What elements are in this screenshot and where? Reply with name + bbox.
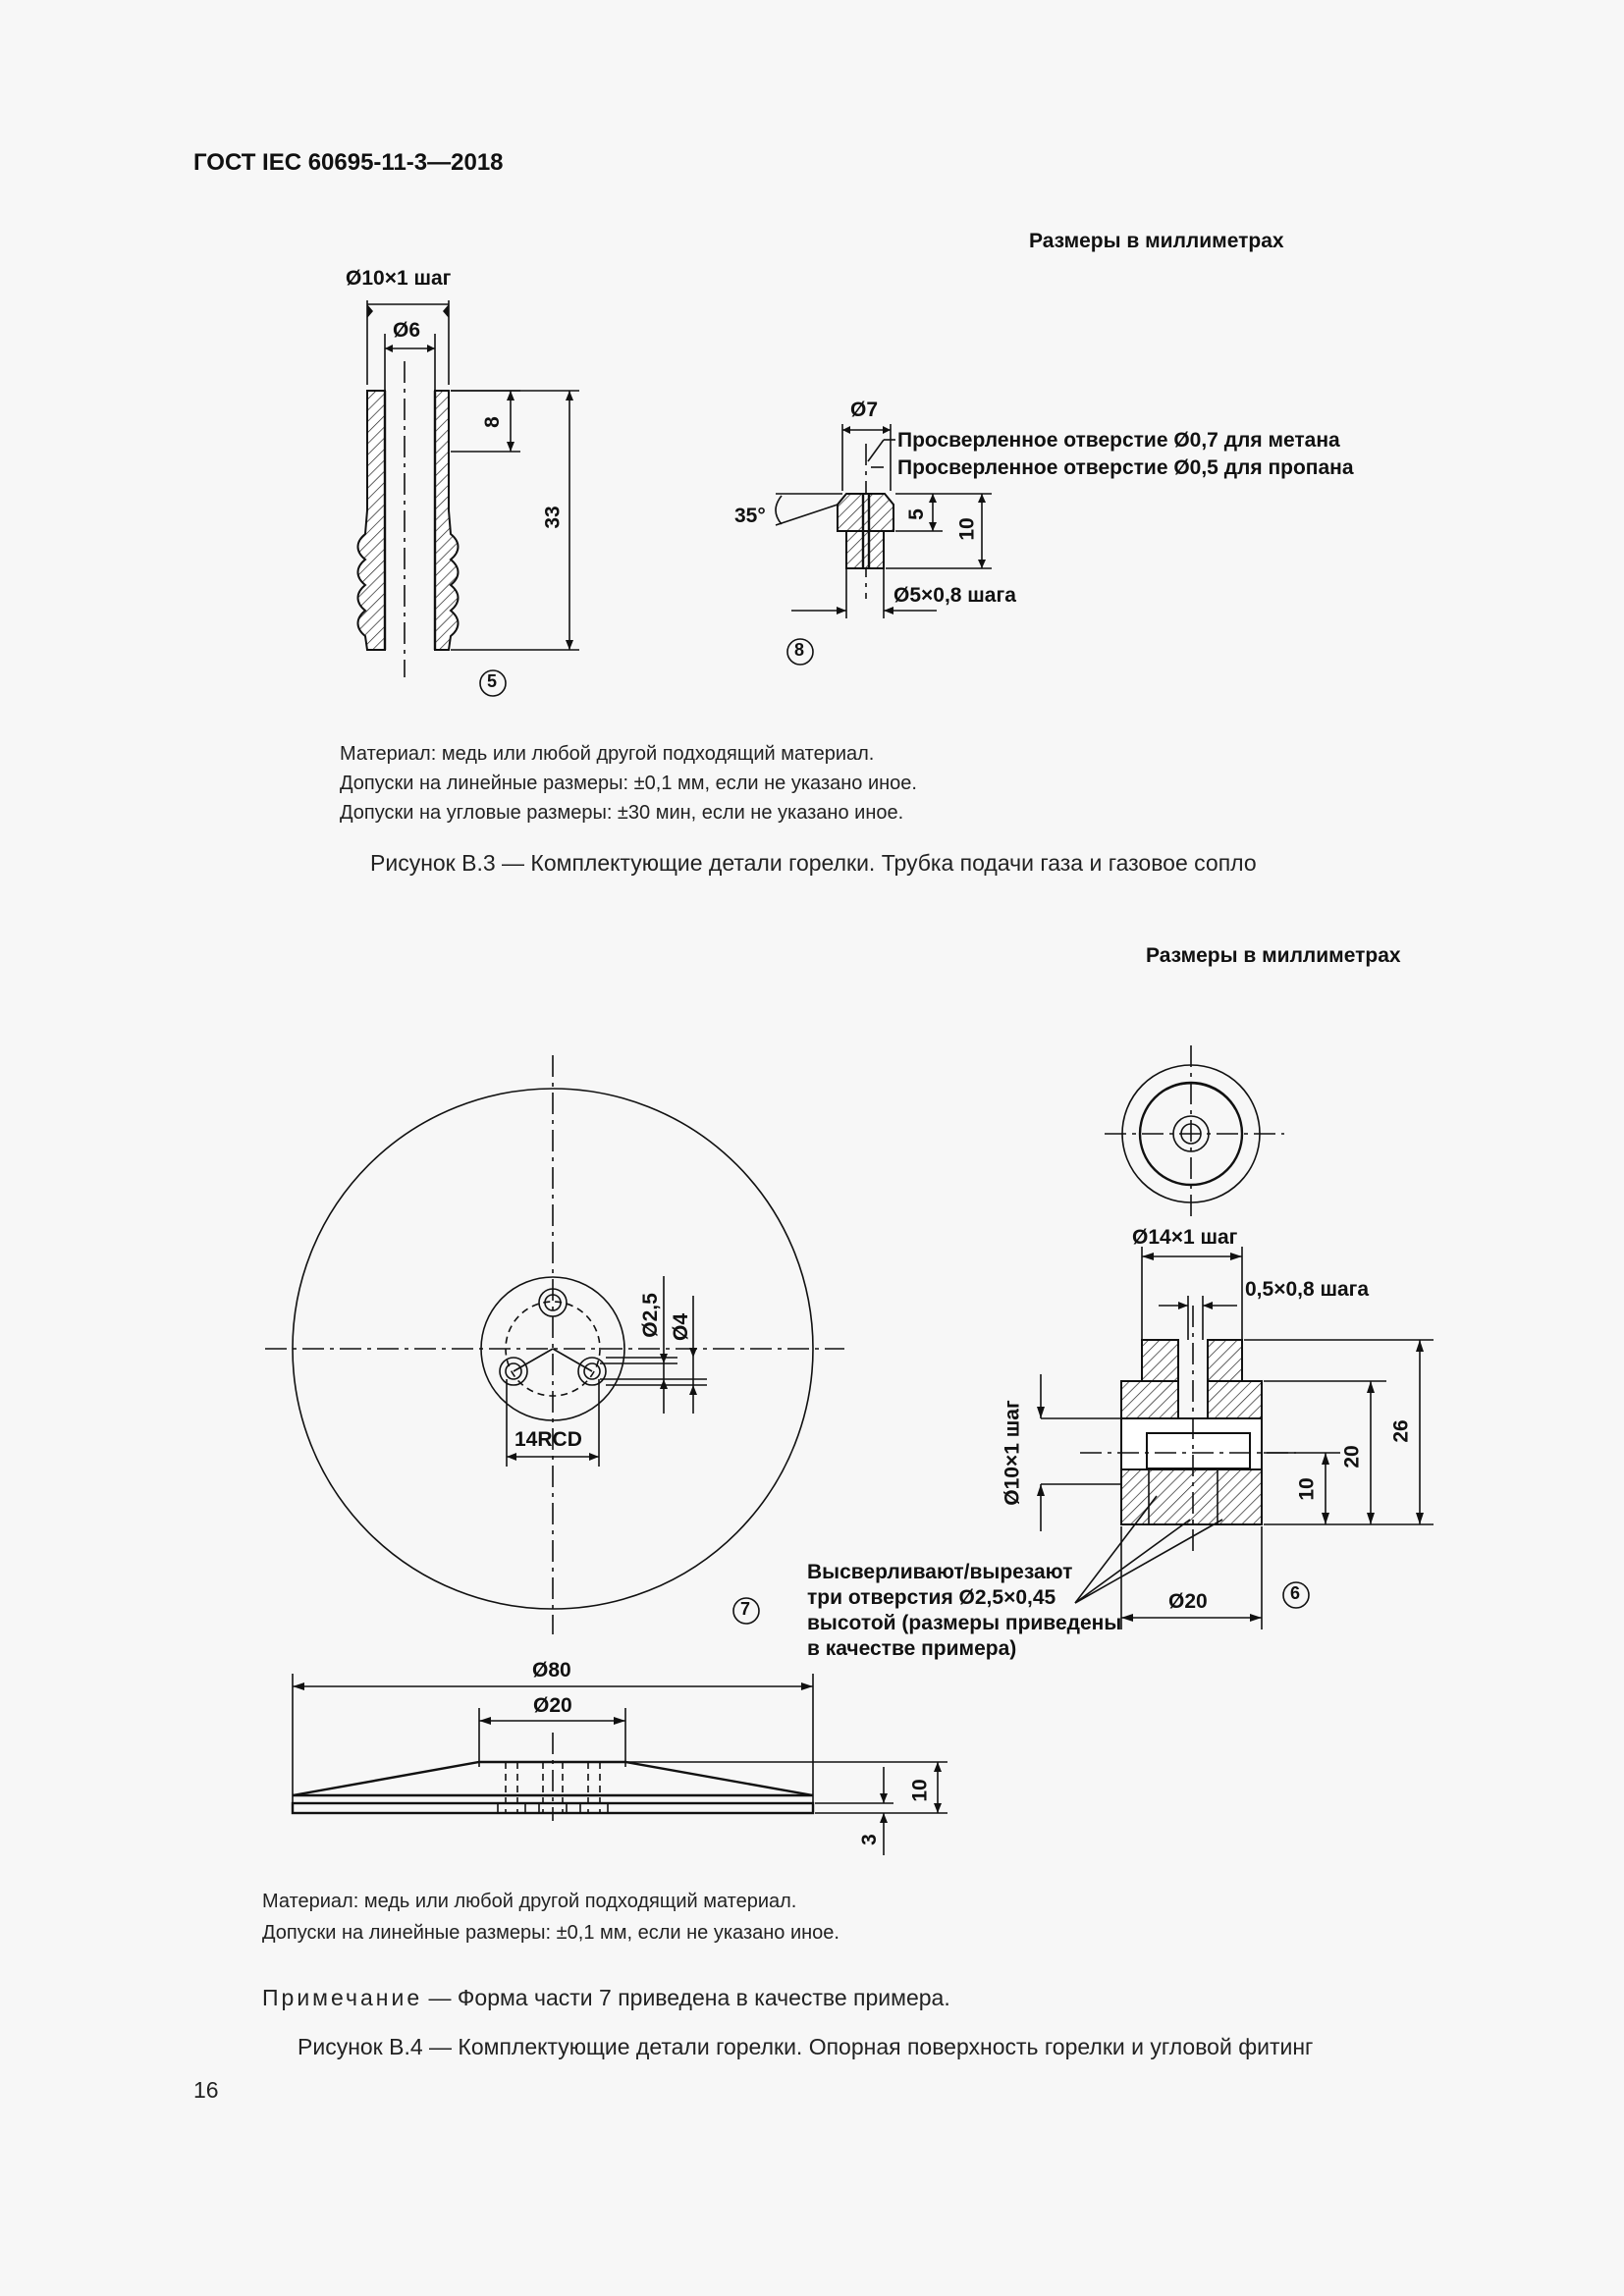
part7-side-view xyxy=(293,1674,947,1855)
b4-remark-text: — Форма части 7 приведена в качестве примера. xyxy=(422,1985,950,2010)
units-note-b4: Размеры в миллиметрах xyxy=(1146,944,1401,967)
part8-total-height-dim: 10 xyxy=(955,517,979,541)
b4-caption: Рисунок В.4 — Комплектующие детали горелки. Опорная поверхность горелки и угловой фитинг xyxy=(298,2034,1314,2059)
page-number: 16 xyxy=(193,2077,219,2103)
part5-bore-dim: Ø6 xyxy=(393,319,421,342)
part6-drill-note-1: Высверливают/вырезают xyxy=(807,1561,1073,1583)
part8-head-height-dim: 5 xyxy=(904,508,928,520)
b4-note-linear: Допуски на линейные размеры: ±0,1 мм, если не указано иное. xyxy=(262,1922,839,1944)
part7-inner-dim: Ø20 xyxy=(533,1694,572,1717)
part5-callout: 5 xyxy=(487,671,498,691)
b3-note-angular: Допуски на угловые размеры: ±30 мин, если не указано иное. xyxy=(340,802,904,824)
units-note-b3: Размеры в миллиметрах xyxy=(1029,230,1284,252)
part8-note-methane: Просверленное отверстие Ø0,7 для метана xyxy=(897,429,1340,452)
part6-dim-10: 10 xyxy=(1295,1477,1319,1501)
part6-top-thread-dim: Ø14×1 шаг xyxy=(1132,1226,1238,1249)
part6-drill-note-2: три отверстия Ø2,5×0,45 xyxy=(807,1586,1056,1609)
part6-drill-note-3: высотой (размеры приведены xyxy=(807,1612,1122,1634)
part5-top-dim: 8 xyxy=(480,416,504,428)
part6-drill-note-4: в качестве примера) xyxy=(807,1637,1017,1660)
b3-note-material: Материал: медь или любой другой подходящий материал. xyxy=(340,743,875,765)
part5-tube xyxy=(358,300,580,696)
part6-callout: 6 xyxy=(1290,1583,1301,1603)
part7-outer-dim: Ø80 xyxy=(532,1659,571,1682)
part6-dim-20: 20 xyxy=(1340,1445,1364,1468)
part7-pcd-dim: 14RCD xyxy=(514,1428,582,1451)
part8-callout: 8 xyxy=(794,640,805,660)
part5-length-dim: 33 xyxy=(541,506,565,529)
part8-note-propane: Просверленное отверстие Ø0,5 для пропана xyxy=(897,456,1354,479)
b4-note-material: Материал: медь или любой другой подходящий материал. xyxy=(262,1891,797,1912)
part6-top-view xyxy=(1105,1045,1284,1222)
part5-thread-dim: Ø10×1 шаг xyxy=(346,267,452,290)
part6-pitch-dim: 0,5×0,8 шага xyxy=(1245,1278,1370,1301)
b4-remark xyxy=(262,1985,950,2011)
part7-callout: 7 xyxy=(740,1599,751,1619)
part7-plan-view xyxy=(265,1055,844,1634)
part7-base-dim: 3 xyxy=(857,1834,881,1845)
part7-counterbore-dim: Ø4 xyxy=(670,1312,693,1342)
part8-angle-dim: 35° xyxy=(734,505,766,527)
part8-thread-dim: Ø5×0,8 шага xyxy=(893,584,1016,607)
part6-side-thread-dim: Ø10×1 шаг xyxy=(1001,1400,1024,1506)
standard-header: ГОСТ IEC 60695-11-3—2018 xyxy=(193,149,504,176)
part6-section-view xyxy=(1037,1247,1434,1629)
part7-height-dim: 10 xyxy=(908,1779,932,1802)
part8-head-dim: Ø7 xyxy=(850,399,879,421)
b3-caption: Рисунок В.3 — Комплектующие детали горелки. Трубка подачи газа и газовое сопло xyxy=(370,850,1257,876)
b4-remark-label: Примечание xyxy=(262,1985,423,2010)
part7-hole-dim: Ø2,5 xyxy=(638,1293,662,1338)
part6-dim-26: 26 xyxy=(1389,1419,1413,1443)
part6-base-width-dim: Ø20 xyxy=(1168,1590,1208,1613)
b3-note-linear: Допуски на линейные размеры: ±0,1 мм, если не указано иное. xyxy=(340,773,917,794)
